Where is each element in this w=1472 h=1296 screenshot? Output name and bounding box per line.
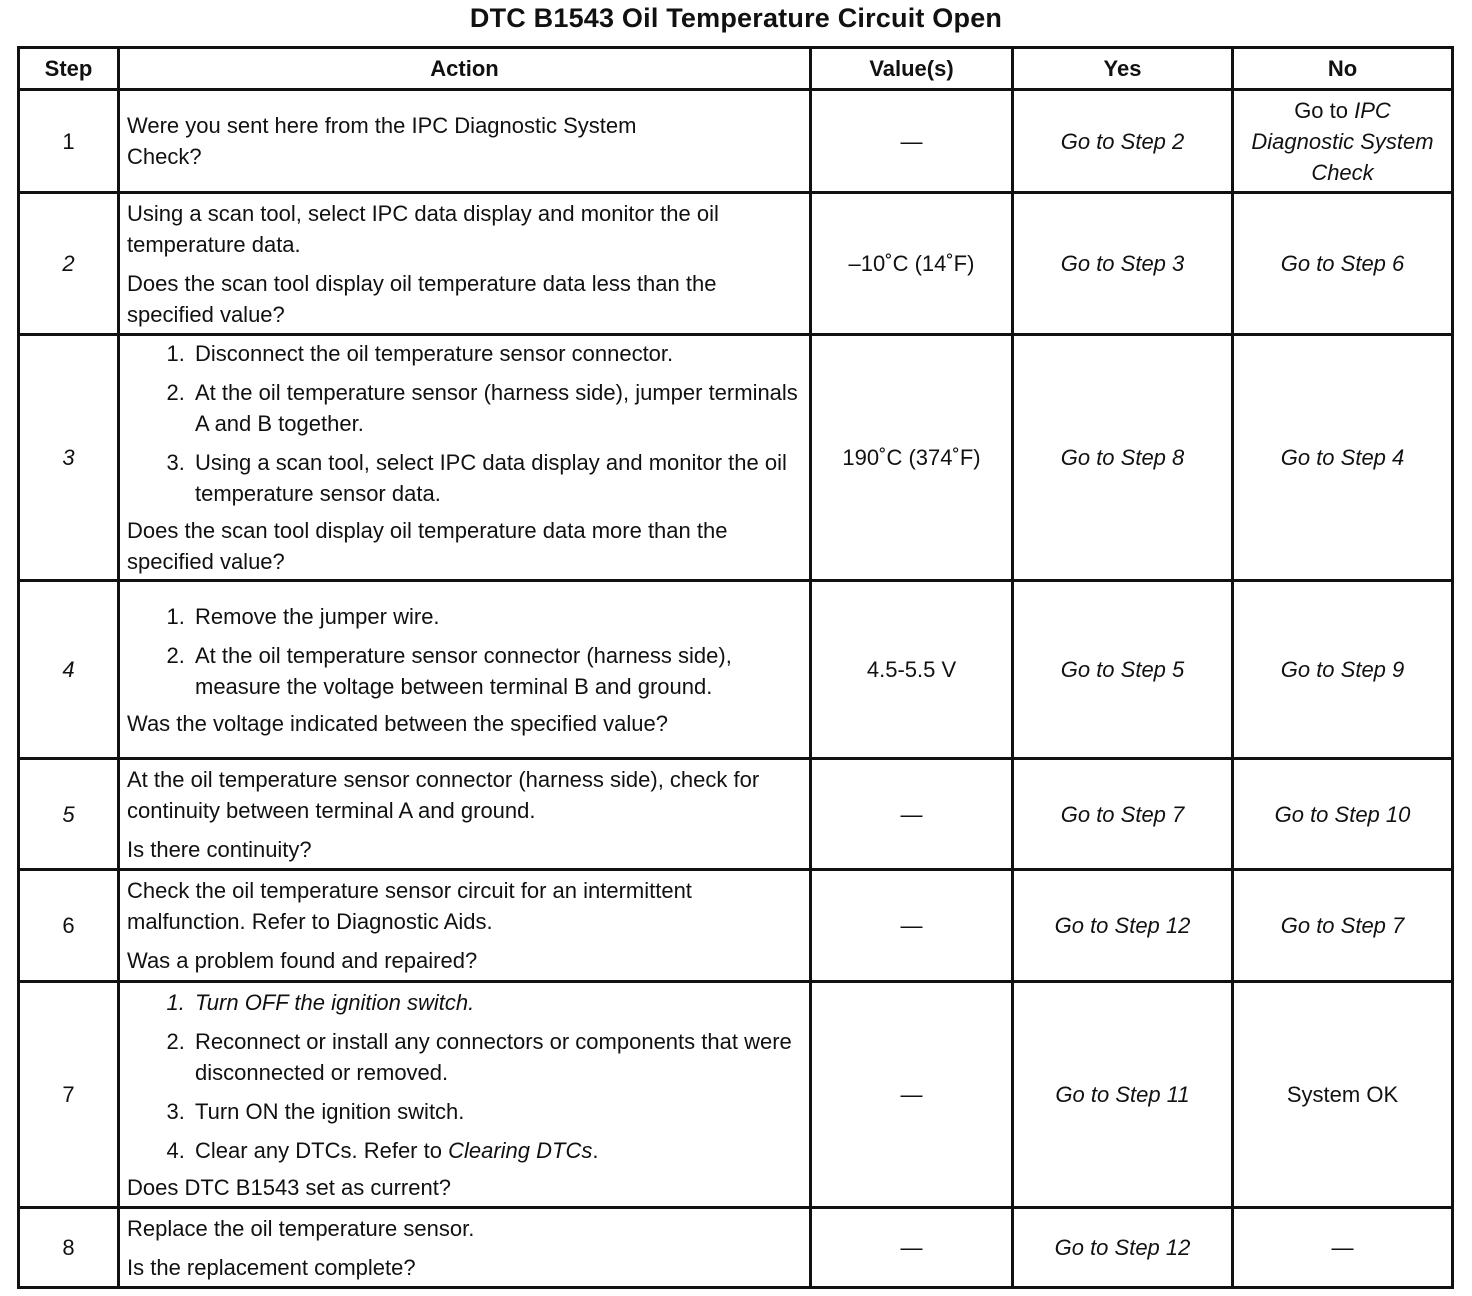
header-step: Step bbox=[19, 48, 119, 90]
action-cell bbox=[119, 759, 811, 870]
header-yes: Yes bbox=[1013, 48, 1233, 90]
table-row bbox=[19, 982, 1453, 1208]
value-cell: — bbox=[811, 1208, 1013, 1288]
action-cell bbox=[119, 982, 811, 1208]
yes-cell bbox=[1013, 982, 1233, 1208]
action-question: Is there continuity? bbox=[127, 836, 312, 862]
step-number: 6 bbox=[19, 870, 119, 982]
substep: 3. Turn ON the ignition switch. bbox=[191, 1096, 802, 1127]
no-cell bbox=[1233, 759, 1453, 870]
yes-link[interactable]: Go to Step 12 bbox=[1054, 1235, 1191, 1260]
substep: 2. At the oil temperature sensor connector (harness side), measure the voltage between terminal B and ground. bbox=[191, 640, 735, 702]
yes-link[interactable]: Go to Step 3 bbox=[1060, 251, 1185, 276]
substep: 1. Disconnect the oil temperature sensor connector. bbox=[191, 338, 802, 369]
no-link[interactable]: IPC Diagnostic System Check bbox=[1251, 97, 1434, 185]
no-cell bbox=[1233, 581, 1453, 759]
no-cell bbox=[1233, 193, 1453, 335]
no-link[interactable]: Go to Step 7 bbox=[1280, 913, 1405, 938]
action-question: Was a problem found and repaired? bbox=[127, 948, 478, 973]
table-row bbox=[19, 90, 1453, 193]
action-cell bbox=[119, 870, 811, 982]
substep: 3. Using a scan tool, select IPC data display and monitor the oil temperature sensor data. bbox=[191, 447, 802, 509]
no-cell bbox=[1233, 870, 1453, 982]
yes-link[interactable]: Go to Step 8 bbox=[1060, 445, 1185, 470]
yes-cell bbox=[1013, 90, 1233, 193]
no-cell bbox=[1233, 335, 1453, 581]
action-text: Using a scan tool, select IPC data display and monitor the oil temperature data. bbox=[127, 200, 719, 257]
no-cell bbox=[1233, 90, 1453, 193]
header-no: No bbox=[1233, 48, 1453, 90]
yes-link[interactable]: Go to Step 11 bbox=[1055, 1082, 1190, 1107]
value-cell: — bbox=[811, 759, 1013, 870]
action-cell bbox=[119, 581, 811, 759]
table-row bbox=[19, 581, 1453, 759]
value-cell: — bbox=[811, 870, 1013, 982]
no-link[interactable]: Go to Step 10 bbox=[1274, 801, 1411, 827]
yes-cell bbox=[1013, 335, 1233, 581]
value-cell: — bbox=[811, 982, 1013, 1208]
yes-link[interactable]: Go to Step 5 bbox=[1060, 657, 1185, 682]
substep: 2. Reconnect or install any connectors or components that were disconnected or removed. bbox=[191, 1026, 802, 1088]
no-cell bbox=[1233, 982, 1453, 1208]
no-link[interactable]: Go to Step 6 bbox=[1280, 251, 1405, 276]
header-values: Value(s) bbox=[811, 48, 1013, 90]
action-cell bbox=[119, 90, 811, 193]
substep: 4. Clear any DTCs. Refer to Clearing DTCs. bbox=[191, 1135, 802, 1166]
yes-cell bbox=[1013, 759, 1233, 870]
step-number: 4 bbox=[19, 581, 119, 759]
step-number: 3 bbox=[19, 335, 119, 581]
header-action: Action bbox=[119, 48, 811, 90]
table-row bbox=[19, 759, 1453, 870]
step-number: 2 bbox=[19, 193, 119, 335]
yes-link[interactable]: Go to Step 12 bbox=[1054, 913, 1191, 938]
table-row bbox=[19, 335, 1453, 581]
action-cell bbox=[119, 335, 811, 581]
page-title: DTC B1543 Oil Temperature Circuit Open bbox=[469, 3, 1003, 33]
yes-cell bbox=[1013, 870, 1233, 982]
step-number: 7 bbox=[19, 982, 119, 1208]
action-text: At the oil temperature sensor connector (harness side), check for continuity between terminal A and ground. bbox=[127, 766, 760, 823]
yes-cell bbox=[1013, 1208, 1233, 1288]
value-cell: 4.5-5.5 V bbox=[811, 581, 1013, 759]
substep: 1. Remove the jumper wire. bbox=[191, 601, 802, 632]
step-number: 5 bbox=[19, 759, 119, 870]
clearing-dtcs-link[interactable]: Clearing DTCs bbox=[448, 1137, 593, 1163]
action-text: Replace the oil temperature sensor. bbox=[127, 1215, 475, 1241]
substep: 2. At the oil temperature sensor (harness side), jumper terminals A and B together. bbox=[191, 377, 802, 439]
no-prefix: Go to bbox=[1294, 97, 1348, 123]
step-number: 8 bbox=[19, 1208, 119, 1288]
table-row bbox=[19, 870, 1453, 982]
action-question: Does the scan tool display oil temperature data less than the specified value? bbox=[127, 270, 717, 327]
action-cell bbox=[119, 1208, 811, 1288]
action-cell bbox=[119, 193, 811, 335]
yes-cell bbox=[1013, 581, 1233, 759]
substep-list bbox=[127, 601, 802, 702]
no-cell: — bbox=[1233, 1208, 1453, 1288]
no-result: System OK bbox=[1286, 1082, 1399, 1107]
yes-cell bbox=[1013, 193, 1233, 335]
value-cell: — bbox=[811, 90, 1013, 193]
action-question: Does the scan tool display oil temperature data more than the specified value? bbox=[127, 518, 728, 574]
action-question: Is the replacement complete? bbox=[127, 1254, 416, 1280]
action-question: Does DTC B1543 set as current? bbox=[127, 1174, 452, 1200]
action-text: Were you sent here from the IPC Diagnostic System Check? bbox=[127, 113, 637, 169]
action-question: Was the voltage indicated between the specified value? bbox=[127, 710, 668, 736]
substep-text: Clear any DTCs. Refer to bbox=[195, 1137, 442, 1163]
substep-list bbox=[127, 987, 802, 1166]
yes-link[interactable]: Go to Step 2 bbox=[1060, 128, 1185, 154]
action-text: Check the oil temperature sensor circuit for an intermittent malfunction. Refer to Diagnostic Aids. bbox=[127, 878, 692, 934]
value-cell: 190˚C (374˚F) bbox=[811, 335, 1013, 581]
diagnostic-table bbox=[17, 46, 1454, 1289]
yes-link[interactable]: Go to Step 7 bbox=[1060, 801, 1185, 827]
table-header-row bbox=[19, 48, 1453, 90]
substep: 1. Turn OFF the ignition switch. bbox=[191, 987, 802, 1018]
value-cell: –10˚C (14˚F) bbox=[811, 193, 1013, 335]
step-number: 1 bbox=[19, 90, 119, 193]
table-row bbox=[19, 1208, 1453, 1288]
no-link[interactable]: Go to Step 4 bbox=[1280, 445, 1405, 470]
table-row bbox=[19, 193, 1453, 335]
no-link[interactable]: Go to Step 9 bbox=[1280, 657, 1405, 682]
substep-list bbox=[127, 338, 802, 509]
